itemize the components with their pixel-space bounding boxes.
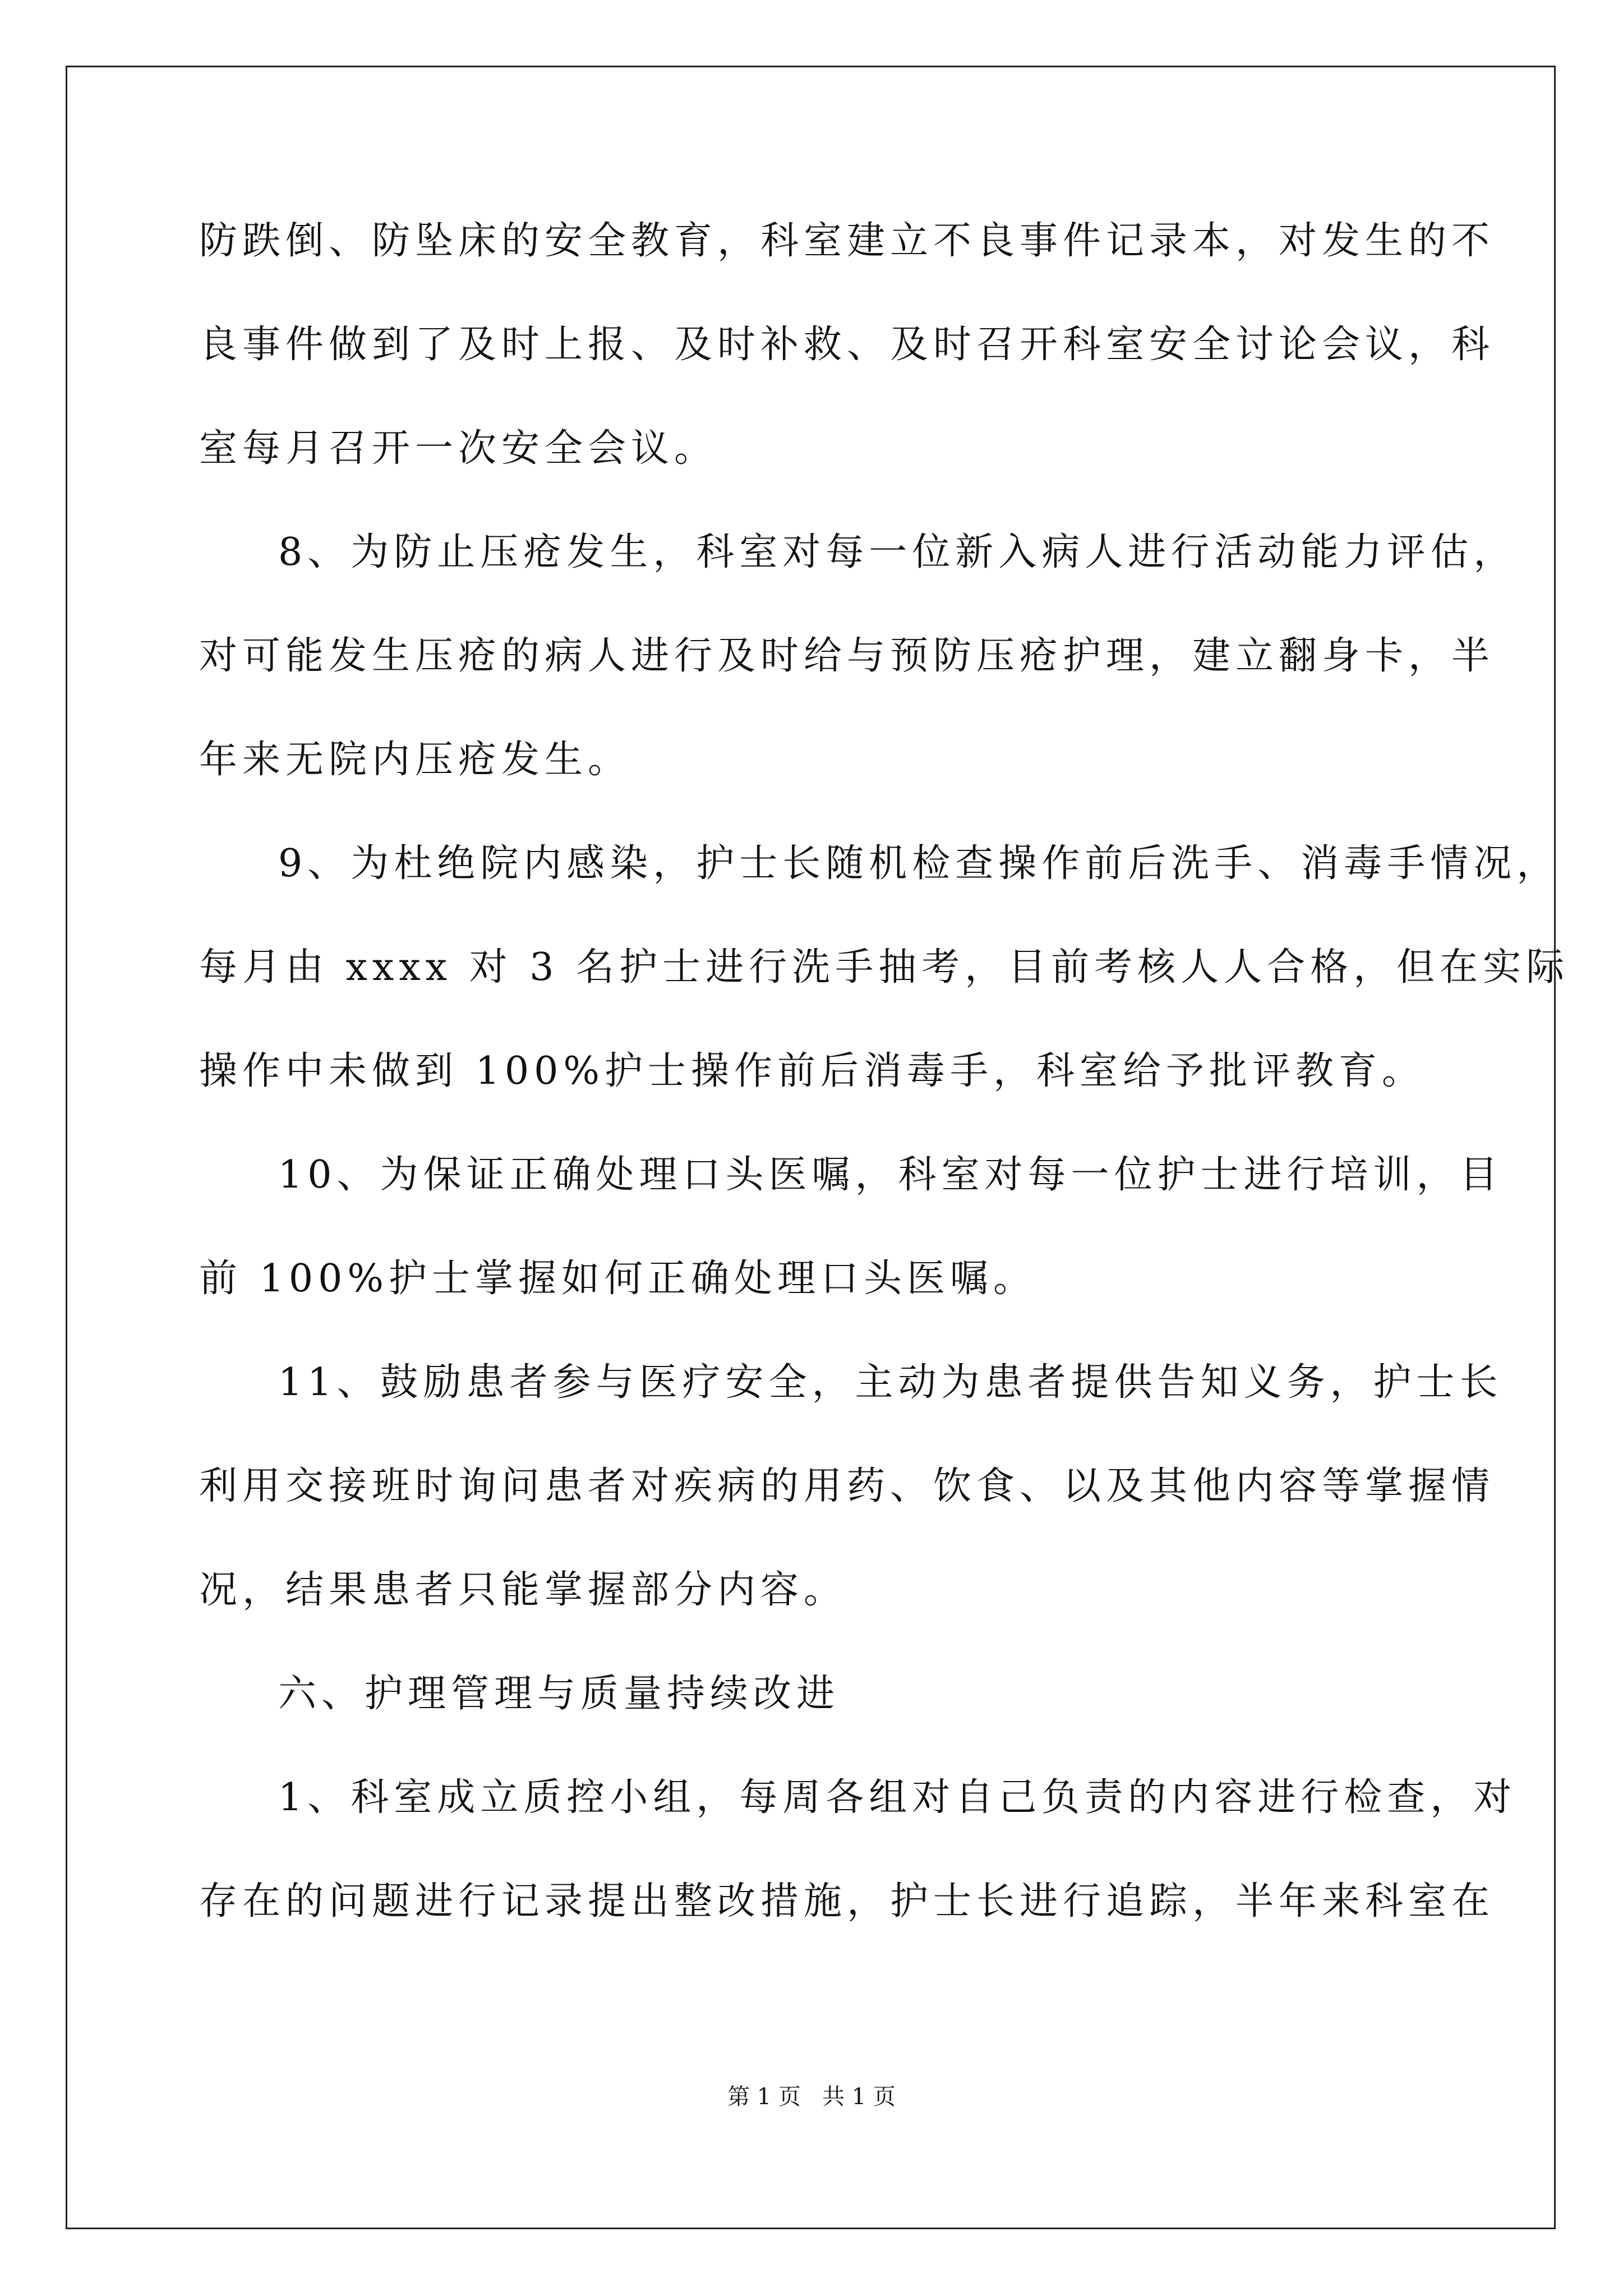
body-line: 防跌倒、防坠床的安全教育，科室建立不良事件记录本，对发生的不 (199, 219, 1495, 263)
paragraph-item-8-line: 8、为防止压疮发生，科室对每一位新入病人进行活动能力评估， (278, 530, 1517, 574)
body-line: 存在的问题进行记录提出整改措施，护士长进行追踪，半年来科室在 (199, 1879, 1495, 1924)
body-line: 对可能发生压疮的病人进行及时给与预防压疮护理，建立翻身卡，半 (199, 634, 1495, 678)
paragraph-item-11-line: 11、鼓励患者参与医疗安全，主动为患者提供告知义务，护士长 (278, 1360, 1503, 1405)
body-line: 年来无院内压疮发生。 (199, 738, 631, 782)
page-total-label: 共 1 页 (822, 2084, 896, 2110)
paragraph-item-10-line: 10、为保证正确处理口头医嘱，科室对每一位护士进行培训，目 (278, 1153, 1503, 1197)
body-line: 况，结果患者只能掌握部分内容。 (199, 1568, 847, 1612)
body-line: 利用交接班时询问患者对疾病的用药、饮食、以及其他内容等掌握情 (199, 1464, 1495, 1508)
page-number-label: 第 1 页 (727, 2084, 801, 2110)
body-line: 室每月召开一次安全会议。 (199, 426, 718, 471)
body-line: 前 100%护士掌握如何正确处理口头医嘱。 (199, 1257, 1037, 1301)
paragraph-item-1-line: 1、科室成立质控小组，每周各组对自己负责的内容进行检查，对 (278, 1775, 1517, 1820)
section-heading: 六、护理管理与质量持续改进 (278, 1672, 840, 1716)
footer-spacer (801, 2084, 822, 2110)
body-line: 良事件做到了及时上报、及时补救、及时召开科室安全讨论会议，科 (199, 323, 1495, 367)
body-line: 操作中未做到 100%护士操作前后消毒手，科室给予批评教育。 (199, 1049, 1426, 1093)
paragraph-item-9-line: 9、为杜绝院内感染，护士长随机检查操作前后洗手、消毒手情况， (278, 841, 1560, 886)
body-line: 每月由 xxxx 对 3 名护士进行洗手抽考，目前考核人人合格，但在实际 (199, 945, 1570, 990)
page-footer (0, 2080, 1623, 2114)
